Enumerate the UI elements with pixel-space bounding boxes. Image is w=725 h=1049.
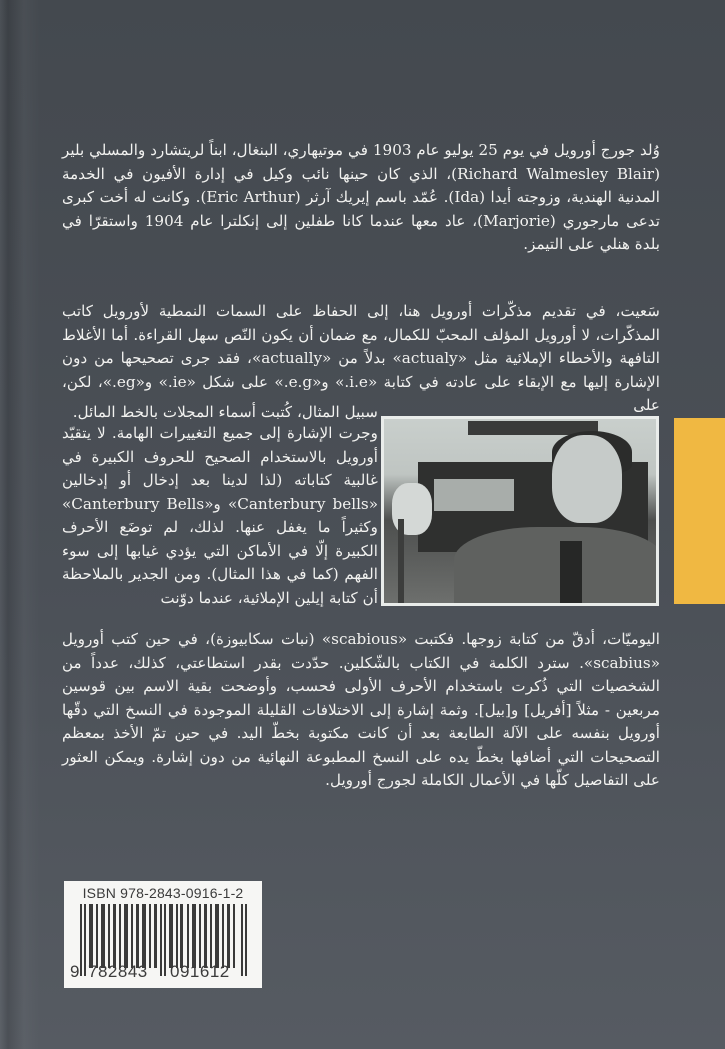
- editing-note-paragraph: [62, 300, 660, 418]
- barcode-digits: [70, 962, 256, 982]
- barcode-digits-left: 782843: [88, 962, 148, 981]
- barcode-bars: [80, 904, 256, 968]
- editing-note-wrap-text: سبيل المثال، كُتبت أسماء المجلات بالخط المائل.: [72, 403, 378, 421]
- photo-head-detail: [552, 435, 622, 523]
- editing-note-text: سَعيت، في تقديم مذكّرات أورويل هنا، إلى الحفاظ على السمات النمطية لأورويل كاتب المذكّرات، لا أورويل المؤلف المحبّ للكمال، مع ضمان أن يكون النّص سهل القراءة. أما الأغلاط التافهة والأخطاء الإملائية مثل «actualy» بدلاً من «actually»، فقد جرى تصحيحها من دون الإشارة إليها مع الإبقاء على عادته في كتابة «i.e.» و«e.g.» على شكل «ie.» و«eg.»، لكن، على: [62, 302, 661, 414]
- photo-panel-detail: [434, 479, 514, 511]
- editing-note-wrap-line: [62, 401, 378, 425]
- photo-tie-detail: [560, 541, 582, 603]
- author-photo: [381, 416, 659, 606]
- photo-cane-detail: [398, 519, 404, 603]
- author-bio-text: وُلد جورج أورويل في يوم 25 يوليو عام 1903 في موتيهاري، البنغال، ابناً لريتشارد والمسلي بلير (Richard Walmesley Blair)، الذي كان حينها نائب وكيل في إدارة الأفيون في الخدمة المدنية الهندية، وزوجته أيدا (Ida). عُمّد باسم إيريك آرثر (Eric Arthur). وكانت له أخت كبرى تدعى مارجوري (Marjorie)، عاد معها عندما كانا طفلين إلى إنكلترا عام 1904 واستقرّا في بلدة هنلي على التيمز.: [62, 141, 661, 253]
- isbn-barcode: [64, 881, 262, 988]
- barcode-digits-right: 091612: [170, 962, 230, 981]
- photo-body-detail: [454, 527, 656, 603]
- editing-note-continuation-text: اليوميّات، أدقّ من كتابة زوجها. فكتبت «scabious» (نبات سكابيوزة)، في حين كتب أورويل «scabius». سترد الكلمة في الكتاب بالشّكلين. حدّدت بقدر استطاعتي، كذلك، عدداً من الشخصيات التي ذُكرت باستخدام الأحرف الأولى فحسب، وأوضحت بقية الاسم بين قوسين مربعين - مثلاً [أفريل] و[بيل]. وثمة إشارة إلى الاختلافات القليلة الموجودة في النسخ التي دقّها أورويل بنفسه على الآلة الطابعة بعد أن كانت مكتوبة بخطّ اليد. في حين تمّ الأخذ بمعظم التصحيحات التي أضافها بخطّ يده على النسخ المطبوعة النهائية من دون إشارة. ويمكن العثور على التفاصيل كلّها في الأعمال الكاملة لجورج أورويل.: [62, 630, 660, 789]
- editing-note-side-text: وجرت الإشارة إلى جميع التغييرات الهامة. لا يتقيّد أورويل بالاستخدام الصحيح للحروف الكبيرة في غالبية كتاباته (لذا لدينا بعد إدخال أو إدخالين «Canterbury bells» و«Canterbury Bells» وكثيراً ما يغفل عنها. لذلك، لم توضَع الأحرف الكبيرة إلّا في الأماكن التي يؤدي غيابها إلى سوء الفهم (كما في هذا المثال). ومن الجدير بالملاحظة أن كتابة إيلين الإملائية، عندما دوّنت: [62, 424, 379, 607]
- editing-note-continuation: [62, 628, 660, 793]
- editing-note-side-column: [62, 422, 378, 610]
- author-portrait-image: [384, 419, 656, 603]
- isbn-label: ISBN 978-2843-0916-1-2: [82, 885, 244, 901]
- barcode-digit-first: 9: [70, 962, 80, 981]
- author-bio-paragraph: [62, 139, 660, 257]
- yellow-accent-bar: [674, 418, 725, 604]
